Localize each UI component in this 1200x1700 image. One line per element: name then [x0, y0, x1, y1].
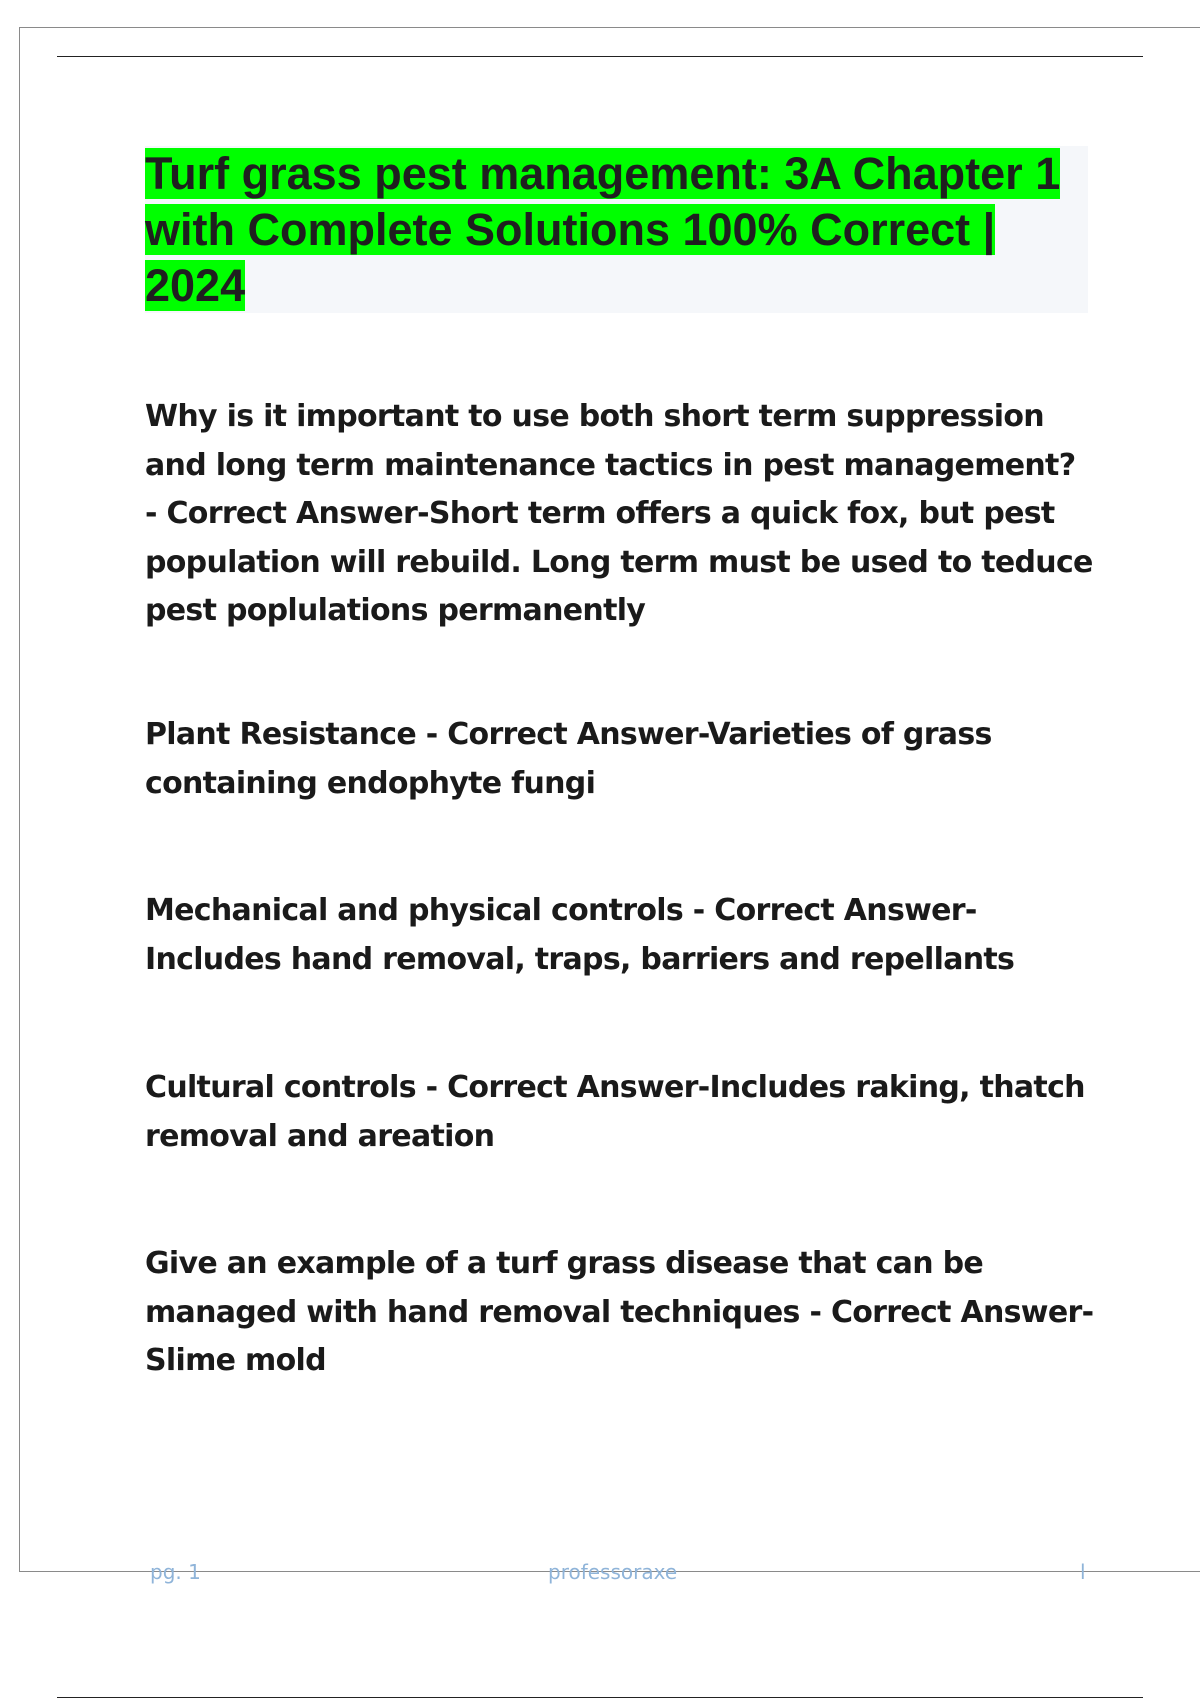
- qa-entry-5: Give an example of a turf grass disease that can be managed with hand removal techniques - Correct Answer-Slime mold: [145, 1246, 1094, 1378]
- footer-right-mark: l: [1080, 1560, 1086, 1584]
- qa-entry-1: Why is it important to use both short term suppression and long term maintenance tactics in pest management? - Correct Answer-Short term offers a quick fox, but pest population will rebuild. Long term must be used to teduce pest poplulations permanently: [145, 399, 1093, 628]
- qa-entry-2: Plant Resistance - Correct Answer-Varieties of grass containing endophyte fungi: [145, 717, 992, 801]
- footer-rule: [57, 1697, 1143, 1698]
- document-title-text: Turf grass pest management: 3A Chapter 1 with Complete Solutions 100% Correct | 2024: [145, 148, 1061, 311]
- qa-entry-3: Mechanical and physical controls - Correct Answer-Includes hand removal, traps, barriers and repellants: [145, 893, 1015, 977]
- footer-page-number: pg. 1: [150, 1560, 201, 1584]
- footer-author: professoraxe: [548, 1560, 678, 1584]
- document-title: [145, 146, 1085, 314]
- qa-entry-4: Cultural controls - Correct Answer-Includes raking, thatch removal and areation: [145, 1070, 1085, 1154]
- header-rule: [57, 56, 1143, 57]
